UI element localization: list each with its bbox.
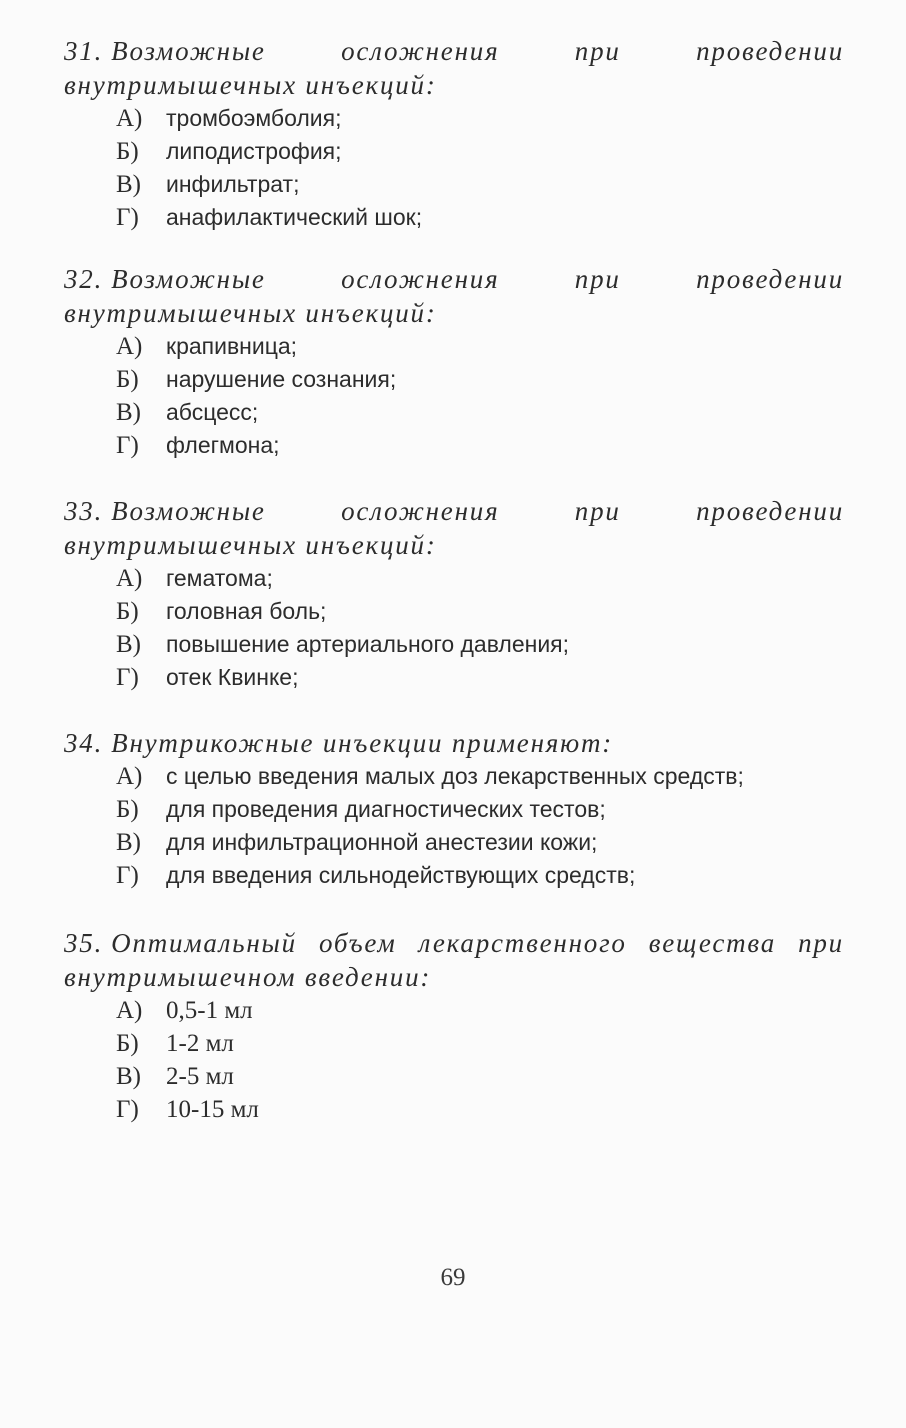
option-b: [116, 595, 844, 628]
option-text: 10-15 мл: [166, 1096, 259, 1123]
question-text: [64, 34, 844, 102]
option-v: [116, 396, 844, 429]
option-text: нарушение сознания;: [166, 366, 397, 392]
option-letter: В): [116, 171, 141, 198]
option-text: головная боль;: [166, 598, 327, 624]
question-text: [64, 494, 844, 562]
question-number: 31.: [64, 36, 104, 66]
option-a: [116, 562, 844, 595]
option-letter: А): [116, 333, 143, 360]
question-34: [64, 726, 844, 892]
option-letter: Г): [116, 1096, 139, 1123]
options-list: [64, 102, 844, 234]
options-list: [64, 562, 844, 694]
option-v: [116, 826, 844, 859]
option-text: гематома;: [166, 565, 273, 591]
option-a: [116, 994, 844, 1027]
option-text: тромбоэмболия;: [166, 105, 342, 131]
option-b: [116, 793, 844, 826]
option-b: [116, 135, 844, 168]
option-text: крапивница;: [166, 333, 298, 359]
option-letter: А): [116, 565, 143, 592]
question-number: 33.: [64, 496, 104, 526]
option-v: [116, 628, 844, 661]
option-letter: Б): [116, 598, 139, 625]
question-text: [64, 926, 844, 994]
option-letter: Г): [116, 862, 139, 889]
option-letter: Б): [116, 796, 139, 823]
question-31: [64, 34, 844, 234]
option-text: для проведения диагностических тестов;: [166, 796, 606, 822]
question-text: [64, 262, 844, 330]
option-b: [116, 363, 844, 396]
options-list: [64, 760, 844, 892]
option-text: 2-5 мл: [166, 1063, 234, 1090]
option-letter: Б): [116, 1030, 139, 1057]
option-letter: В): [116, 399, 141, 426]
option-letter: Г): [116, 664, 139, 691]
option-text: с целью введения малых доз лекарственных средств;: [166, 763, 744, 789]
question-number: 35.: [64, 928, 104, 958]
question-number: 32.: [64, 264, 104, 294]
option-text: для инфильтрационной анестезии кожи;: [166, 829, 598, 855]
question-number: 34.: [64, 728, 104, 758]
option-letter: Г): [116, 204, 139, 231]
option-text: 1-2 мл: [166, 1030, 234, 1057]
option-letter: Б): [116, 366, 139, 393]
option-letter: В): [116, 631, 141, 658]
option-g: [116, 661, 844, 694]
option-a: [116, 102, 844, 135]
option-g: [116, 1093, 844, 1126]
option-text: анафилактический шок;: [166, 204, 423, 230]
option-g: [116, 859, 844, 892]
question-32: [64, 262, 844, 462]
page-number: 69: [440, 1264, 466, 1291]
option-text: повышение артериального давления;: [166, 631, 570, 657]
option-text: флегмона;: [166, 432, 280, 458]
question-prompt: Возможные осложнения при проведении внутримышечных инъекций:: [64, 264, 844, 328]
option-b: [116, 1027, 844, 1060]
question-text: [64, 726, 844, 760]
option-a: [116, 760, 844, 793]
option-letter: Г): [116, 432, 139, 459]
option-a: [116, 330, 844, 363]
option-text: липодистрофия;: [166, 138, 342, 164]
option-letter: А): [116, 763, 143, 790]
option-text: отек Квинке;: [166, 664, 299, 690]
option-g: [116, 429, 844, 462]
option-g: [116, 201, 844, 234]
option-v: [116, 168, 844, 201]
option-text: для введения сильнодействующих средств;: [166, 862, 636, 888]
option-text: 0,5-1 мл: [166, 997, 253, 1024]
option-letter: Б): [116, 138, 139, 165]
options-list: [64, 330, 844, 462]
question-35: [64, 926, 844, 1126]
option-text: абсцесс;: [166, 399, 259, 425]
option-text: инфильтрат;: [166, 171, 300, 197]
option-v: [116, 1060, 844, 1093]
question-prompt: Возможные осложнения при проведении внутримышечных инъекций:: [64, 36, 844, 100]
option-letter: В): [116, 1063, 141, 1090]
question-prompt: Внутрикожные инъекции применяют:: [111, 728, 614, 758]
question-33: [64, 494, 844, 694]
options-list: [64, 994, 844, 1126]
option-letter: А): [116, 997, 143, 1024]
question-prompt: Возможные осложнения при проведении внутримышечных инъекций:: [64, 496, 844, 560]
option-letter: В): [116, 829, 141, 856]
question-prompt: Оптимальный объем лекарственного вещества при внутримышечном введении:: [64, 928, 844, 992]
option-letter: А): [116, 105, 143, 132]
